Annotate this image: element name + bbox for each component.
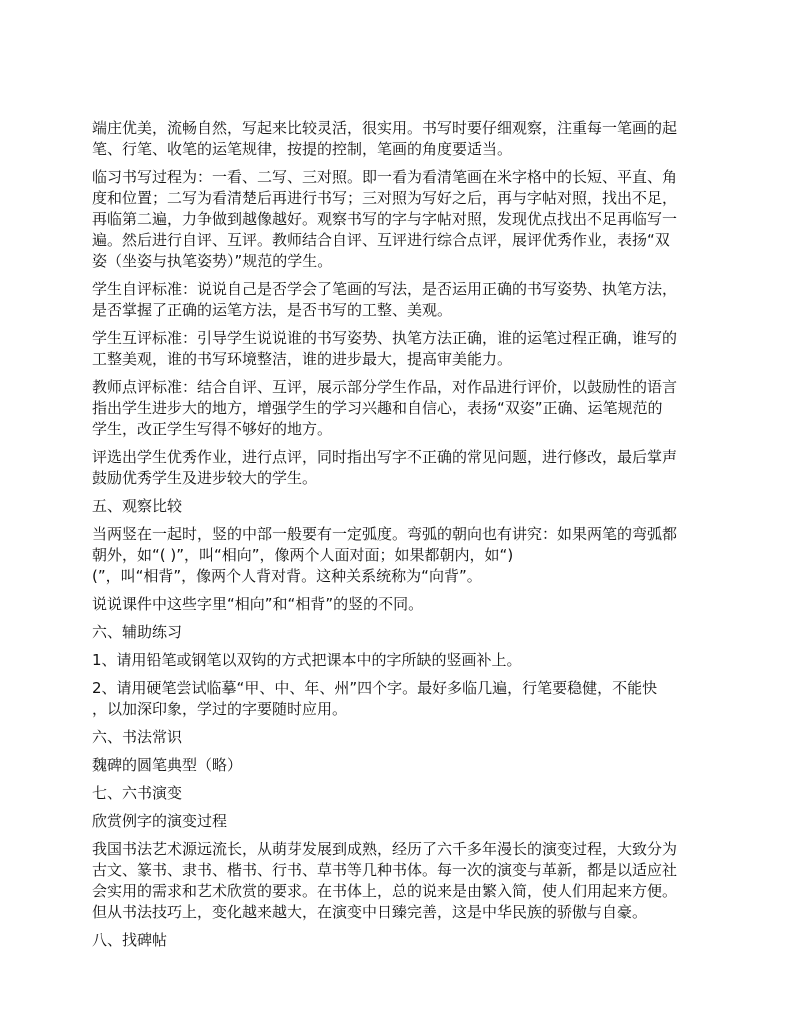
paragraph-peer-evaluation: 学生互评标准：引导学生说说谁的书写姿势、执笔方法正确，谁的运笔过程正确，谁写的 工整美观，谁的书写环境整洁，谁的进步最大，提高审美能力。 — [92, 329, 678, 368]
paragraph-calligraphy-history: 我国书法艺术源远流长，从萌芽发展到成熟，经历了六千多年漫长的演变过程，大致分为 古文、篆书、隶书、楷书、行书、草书等几种书体。每一次的演变与革新，都是以适应社 会实用的需求和艺术欣赏的要求。在书体上，总的说来是由繁入简，使人们用起来方便。 但从书法技巧上，变化越来越大，在演变中日臻完善，这是中华民族的骄傲与自豪。 — [92, 840, 678, 921]
paragraph-vertical-strokes: 当两竖在一起时，竖的中部一般要有一定弧度。弯弧的朝向也有讲究：如果两笔的弯弧都 朝外，如“( )”，叫“相向”，像两个人面对面；如果都朝内，如“) (”，叫“相背”，像两个人背对背。这种关系统称为“向背”。 — [92, 525, 678, 585]
paragraph-self-evaluation: 学生自评标准：说说自己是否学会了笔画的写法，是否运用正确的书写姿势、执笔方法， 是否掌握了正确的运笔方法，是否书写的工整、美观。 — [92, 280, 678, 319]
exercise-item-1: 1、请用铅笔或钢笔以双钩的方式把课本中的字所缺的竖画补上。 — [92, 651, 522, 669]
paragraph-practice-process: 临习书写过程为：一看、二写、三对照。即一看为看清笔画在米字格中的长短、平直、角 度和位置；二写为看清楚后再进行书写；三对照为写好之后，再与字帖对照，找出不足， 再临第二遍，力争做到越像越好。观察书写的字与字帖对照，发现优点找出不足再临写一 遍。然后进行自评、互评。教师结合自评、互评进行综合点评，展评优秀作业，表扬“双 姿（坐姿与执笔姿势）”规范的学生。 — [92, 168, 678, 270]
section-heading-script-evolution: 七、六书演变 — [92, 784, 183, 802]
paragraph-discussion: 说说课件中这些字里“相向”和“相背”的竖的不同。 — [92, 595, 424, 613]
section-heading-calligraphy-knowledge: 六、书法常识 — [92, 728, 183, 746]
paragraph-appreciate-examples: 欣赏例字的演变过程 — [92, 812, 228, 830]
section-heading-observe: 五、观察比较 — [92, 497, 183, 515]
document-body — [92, 118, 716, 958]
paragraph-wei-stele: 魏碑的圆笔典型（略） — [92, 756, 243, 774]
paragraph-stroke-rules: 端庄优美，流畅自然，写起来比较灵活，很实用。书写时要仔细观察，注重每一笔画的起 笔、行笔、收笔的运笔规律，按提的控制，笔画的角度要适当。 — [92, 119, 678, 158]
section-heading-exercise: 六、辅助练习 — [92, 623, 183, 641]
exercise-item-2: 2、请用硬笔尝试临摹“甲、中、年、州”四个字。最好多临几遍，行笔要稳健，不能快 ，以加深印象，学过的字要随时应用。 — [92, 679, 658, 718]
paragraph-select-works: 评选出学生优秀作业，进行点评，同时指出写字不正确的常见问题，进行修改，最后掌声 鼓励优秀学生及进步较大的学生。 — [92, 448, 678, 487]
paragraph-teacher-evaluation: 教师点评标准：结合自评、互评，展示部分学生作品，对作品进行评价，以鼓励性的语言 指出学生进步大的地方，增强学生的学习兴趣和自信心，表扬“双姿”正确、运笔规范的 学生，改正学生写得不够好的地方。 — [92, 378, 678, 438]
section-heading-find-rubbings: 八、找碑帖 — [92, 931, 168, 949]
